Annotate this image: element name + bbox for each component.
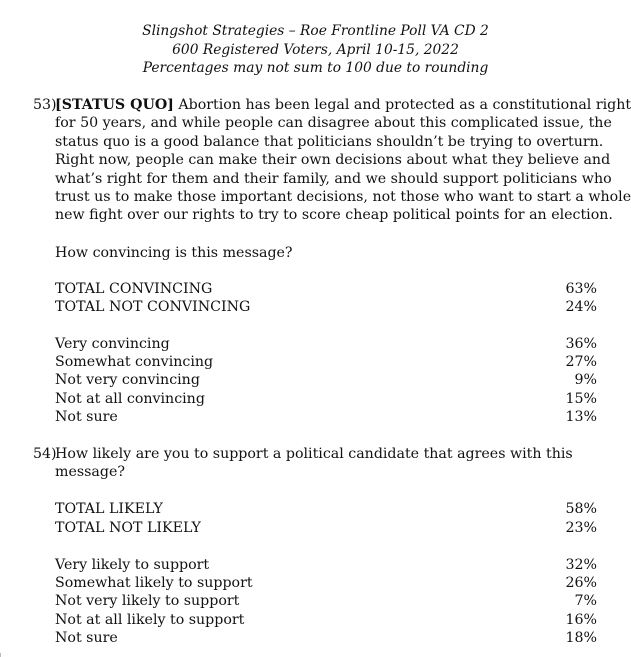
result-label: Not very likely to support <box>55 593 240 609</box>
question-53-line: new fight over our rights to try to score cheap political points for an election. <box>55 207 613 224</box>
result-value: 15% <box>565 391 597 407</box>
result-row <box>55 611 597 629</box>
question-53-text <box>55 96 631 225</box>
result-row <box>55 408 597 426</box>
result-label: Not very convincing <box>55 372 200 388</box>
question-54-line: message? <box>55 464 125 481</box>
result-row <box>55 371 597 389</box>
result-row <box>55 280 597 298</box>
question-53-number: 53) <box>33 97 57 113</box>
poll-rounding-note: Percentages may not sum to 100 due to rounding <box>142 60 489 76</box>
result-value: 18% <box>565 630 597 646</box>
question-53-line: trust us to make those important decisions, not those who want to start a whole <box>55 189 631 206</box>
result-row <box>55 298 597 316</box>
result-value: 27% <box>565 354 597 370</box>
result-value: 24% <box>565 299 597 315</box>
poll-header <box>0 22 631 78</box>
question-53-prompt: How convincing is this message? <box>55 245 293 261</box>
question-54-text <box>55 445 573 482</box>
result-label: Somewhat convincing <box>55 354 214 370</box>
question-53-line: [STATUS QUO] Abortion has been legal and protected as a constitutional right <box>55 97 631 113</box>
result-label: TOTAL LIKELY <box>55 501 163 517</box>
result-label: Not sure <box>55 409 118 425</box>
question-53-line: Right now, people can make their own decisions about what they believe and <box>55 152 611 169</box>
result-value: 58% <box>565 501 597 517</box>
result-label: TOTAL CONVINCING <box>55 281 213 297</box>
result-label: Not at all convincing <box>55 391 205 407</box>
result-value: 13% <box>565 409 597 425</box>
question-54-line: How likely are you to support a political candidate that agrees with this <box>55 446 573 462</box>
question-53-line: for 50 years, and while people can disagree about this complicated issue, the <box>55 115 612 132</box>
result-label: Not sure <box>55 630 118 646</box>
result-value: 23% <box>565 520 597 536</box>
page-corner-mark <box>0 653 5 657</box>
result-row <box>55 574 597 592</box>
question-53-line: what’s right for them and their family, and we should support politicians who <box>55 170 612 187</box>
result-row <box>55 556 597 574</box>
result-label: Very likely to support <box>55 557 210 573</box>
poll-title: Slingshot Strategies – Roe Frontline Poll VA CD 2 <box>142 23 489 39</box>
result-label: TOTAL NOT LIKELY <box>55 520 201 536</box>
result-value: 63% <box>565 281 597 297</box>
result-row <box>55 353 597 371</box>
result-row <box>55 519 597 537</box>
question-53-line: status quo is a good balance that politicians shouldn’t be trying to overturn. <box>55 133 604 150</box>
poll-sample-info: 600 Registered Voters, April 10-15, 2022 <box>172 41 459 58</box>
question-53-tag: [STATUS QUO] <box>55 97 174 113</box>
result-row <box>55 335 597 353</box>
result-row <box>55 592 597 610</box>
result-label: Somewhat likely to support <box>55 575 253 591</box>
result-value: 9% <box>574 372 597 388</box>
result-label: Very convincing <box>55 336 170 352</box>
result-row <box>55 390 597 408</box>
result-label: TOTAL NOT CONVINCING <box>55 299 251 315</box>
result-value: 26% <box>565 575 597 591</box>
result-row <box>55 500 597 518</box>
result-value: 7% <box>574 593 597 609</box>
result-value: 36% <box>565 336 597 352</box>
result-value: 16% <box>565 612 597 628</box>
result-row <box>55 629 597 647</box>
question-54-number: 54) <box>33 446 57 462</box>
result-value: 32% <box>565 557 597 573</box>
result-label: Not at all likely to support <box>55 612 245 628</box>
